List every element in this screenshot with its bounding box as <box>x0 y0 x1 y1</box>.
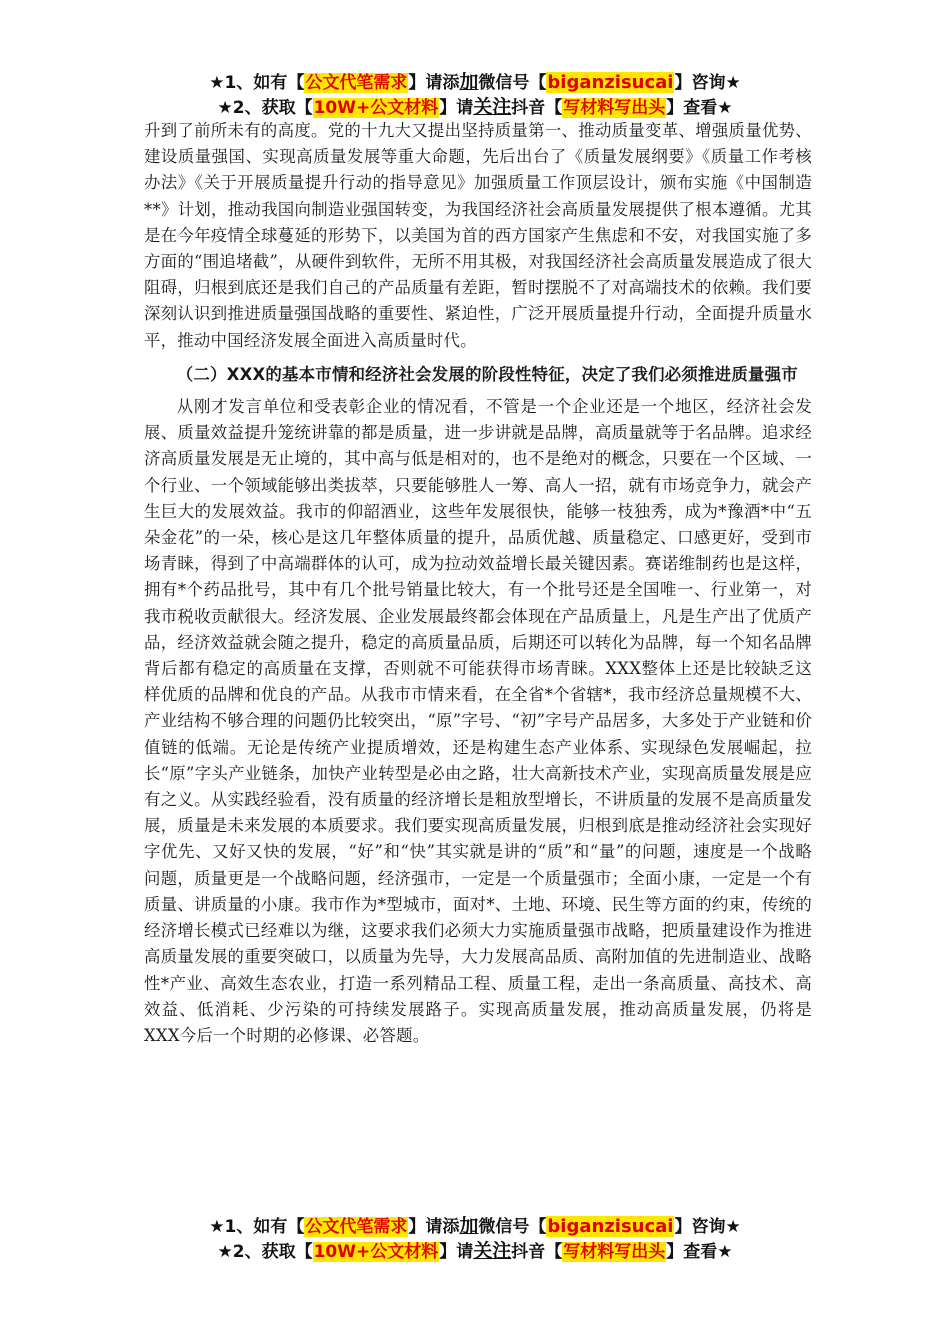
banner-line-1 <box>0 1214 950 1239</box>
header-banner <box>0 70 950 120</box>
banner-text: ★1、如有【 <box>209 1217 305 1237</box>
banner-text: 抖音【 <box>511 98 563 118</box>
banner-line-2 <box>0 1239 950 1264</box>
banner-text: 微信号【 <box>478 73 547 93</box>
banner-text: 】咨询★ <box>674 73 741 93</box>
highlight-ghostwriting: 公文代笔需求 <box>305 1217 408 1237</box>
banner-text: 抖音【 <box>511 1242 563 1262</box>
banner-text: ★1、如有【 <box>209 73 305 93</box>
section-heading: （二）XXX的基本市情和经济社会发展的阶段性特征，决定了我们必须推进质量强市 <box>176 364 798 384</box>
highlight-materials: 10W+公文材料 <box>313 1242 439 1262</box>
document-body <box>144 118 812 1049</box>
banner-text: 】请 <box>439 98 474 118</box>
banner-text: 】咨询★ <box>674 1217 741 1237</box>
banner-text: 】请添 <box>408 73 460 93</box>
paragraph: 升到了前所未有的高度。党的十九大又提出坚持质量第一、推动质量变革、增强质量优势、建设质量强国、实现高质量发展等重大命题，先后出台了《质量发展纲要》《质量工作考核办法》《关于开展质量提升行动的指导意见》加强质量工作顶层设计，颁布实施《中国制造**》计划，推动我国向制造业强国转变，为我国经济社会高质量发展提供了根本遵循。尤其是在今年疫情全球蔓延的形势下，以美国为首的西方国家产生焦虑和不安，对我国实施了多方面的“围追堵截”，从硬件到软件，无所不用其极，对我国经济社会高质量发展造成了很大阻碍，归根到底还是我们自己的产品质量有差距，暂时摆脱不了对高端技术的依赖。我们要深刻认识到推进质量强国战略的重要性、紧迫性，广泛开展质量提升行动，全面提升质量水平，推动中国经济发展全面进入高质量时代。 <box>144 121 812 350</box>
highlight-douyin-account: 写材料写出头 <box>563 98 666 118</box>
banner-underlined-text: 加 <box>459 71 479 93</box>
banner-text: 】查看★ <box>666 98 733 118</box>
banner-line-1 <box>0 70 950 95</box>
footer-banner <box>0 1214 950 1264</box>
paragraph: 从刚才发言单位和受表彰企业的情况看，不管是一个企业还是一个地区，经济社会发展、质量效益提升笼统讲靠的都是质量，进一步讲就是品牌，高质量就等于名品牌。追求经济高质量发展是无止境的，其中高与低是相对的，也不是绝对的概念，只要在一个区域、一个行业、一个领域能够出类拔萃，只要能够胜人一筹、高人一招，就有市场竞争力，就会产生巨大的发展效益。我市的仰韶酒业，这些年发展很快，能够一枝独秀，成为*豫酒*中“五朵金花”的一朵，核心是这几年整体质量的提升，品质优越、质量稳定、口感更好，受到市场青睐，得到了中高端群体的认可，成为拉动效益增长最关键因素。赛诺维制药也是这样，拥有*个药品批号，其中有几个批号销量比较大，有一个批号还是全国唯一、行业第一，对我市税收贡献很大。经济发展、企业发展最终都会体现在产品质量上，凡是生产出了优质产品，经济效益就会随之提升，稳定的高质量品质，后期还可以转化为品牌，每一个知名品牌背后都有稳定的高质量在支撑，否则就不可能获得市场青睐。XXX整体上还是比较缺乏这样优质的品牌和优良的产品。从我市市情来看，在全省*个省辖*，我市经济总量规模不大、产业结构不够合理的问题仍比较突出，“原”字号、“初”字号产品居多，大多处于产业链和价值链的低端。无论是传统产业提质增效，还是构建生态产业体系、实现绿色发展崛起，拉长“原”字头产业链条，加快产业转型是必由之路，壮大高新技术产业，实现高质量发展是应有之义。从实践经验看，没有质量的经济增长是粗放型增长，不讲质量的发展不是高质量发展，质量是未来发展的本质要求。我们要实现高质量发展，归根到底是推动经济社会实现好字优先、又好又快的发展，“好”和“快”其实就是讲的“质”和“量”的问题，速度是一个战略问题，质量更是一个战略问题，经济强市，一定是一个质量强市；全面小康，一定是一个有质量、讲质量的小康。我市作为*型城市，面对*、土地、环境、民生等方面的约束，传统的经济增长模式已经难以为继，这要求我们必须大力实施质量强市战略，把质量建设作为推进高质量发展的重要突破口，以质量为先导，大力发展高品质、高附加值的先进制造业、战略性*产业、高效生态农业，打造一系列精品工程、质量工程，走出一条高质量、高技术、高效益、低消耗、少污染的可持续发展路子。实现高质量发展，推动高质量发展，仍将是XXX今后一个时期的必修课、必答题。 <box>144 397 812 1045</box>
banner-underlined-text: 加 <box>459 1215 479 1237</box>
banner-text: 】查看★ <box>666 1242 733 1262</box>
highlight-douyin-account: 写材料写出头 <box>563 1242 666 1262</box>
banner-underlined-text: 关注 <box>473 1240 512 1262</box>
banner-underlined-text: 关注 <box>473 96 512 118</box>
highlight-ghostwriting: 公文代笔需求 <box>305 73 408 93</box>
highlight-materials: 10W+公文材料 <box>313 98 439 118</box>
highlight-wechat-id: biganzisucai <box>547 72 674 93</box>
banner-text: ★2、获取【 <box>217 1242 313 1262</box>
banner-text: 】请添 <box>408 1217 460 1237</box>
banner-text: 】请 <box>439 1242 474 1262</box>
banner-text: ★2、获取【 <box>217 98 313 118</box>
banner-text: 微信号【 <box>478 1217 547 1237</box>
banner-line-2 <box>0 95 950 120</box>
highlight-wechat-id: biganzisucai <box>547 1216 674 1237</box>
